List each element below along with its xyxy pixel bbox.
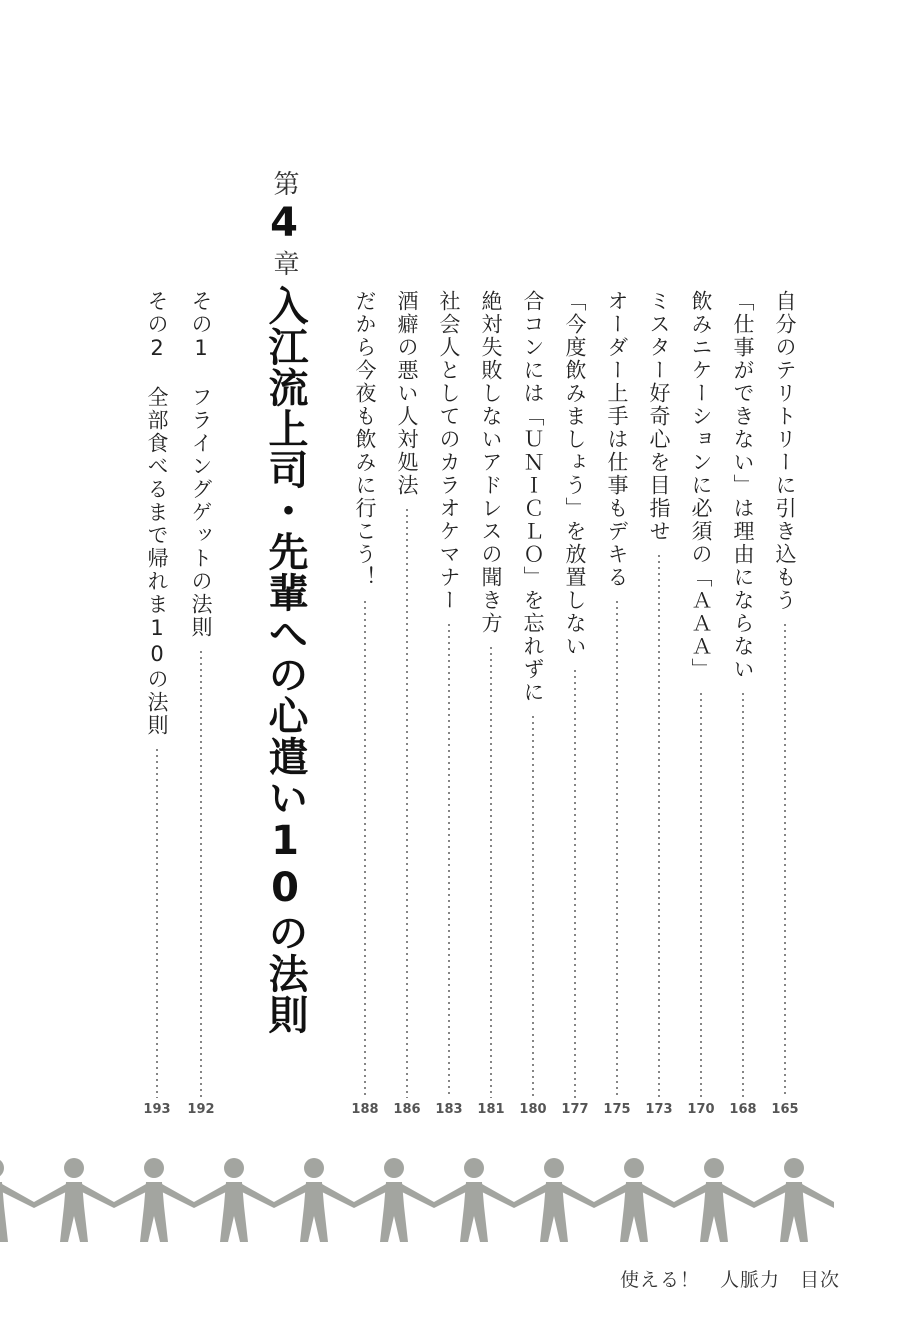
toc-entry[interactable] [770,290,800,1098]
toc-entry[interactable] [518,290,548,1098]
dotted-leader [406,507,408,1098]
dotted-leader [658,553,660,1098]
toc-page-number[interactable]: 180 [519,1102,547,1117]
dotted-leader [448,622,450,1098]
dotted-leader [574,668,576,1098]
toc-entry[interactable] [644,290,674,1098]
section-number: その2 [145,290,169,362]
toc-entry-title: だから今夜も飲みに行こう！ [353,290,377,589]
chapter-title: 入江流上司・先輩への心遣い10の法則 [262,285,308,1035]
toc-page-number[interactable]: 170 [687,1102,715,1117]
toc-entry-title: オーダー上手は仕事もデキる [605,290,629,589]
toc-entry-title: ミスター好奇心を目指せ [647,290,671,543]
toc-entry[interactable] [602,290,632,1098]
section-title: フライングゲットの法則 [189,386,213,639]
dotted-leader [490,645,492,1098]
toc-entry[interactable] [476,290,506,1098]
toc-page-number[interactable]: 188 [351,1102,379,1117]
toc-entry-title: 絶対失敗しないアドレスの聞き方 [479,290,503,635]
dotted-leader [616,599,618,1098]
dotted-leader [200,649,202,1098]
section-entry[interactable] [142,290,172,1098]
section-number: その1 [189,290,213,362]
toc-entry-title: 「仕事ができない」は理由にならない [731,290,755,681]
people-figures-icon [0,1158,834,1242]
toc-page-number[interactable]: 183 [435,1102,463,1117]
dotted-leader [364,599,366,1098]
chapter-label-pre: 第 [269,170,299,200]
dotted-leader [700,691,702,1098]
toc-page-number[interactable]: 165 [771,1102,799,1117]
toc-entry-title: 自分のテリトリーに引き込もう [773,290,797,612]
section-page-number[interactable]: 193 [143,1102,171,1117]
toc-page-number[interactable]: 177 [561,1102,589,1117]
toc-page-number[interactable]: 173 [645,1102,673,1117]
chapter-label [262,170,306,280]
toc-entry[interactable] [728,290,758,1098]
section-page-number[interactable]: 192 [187,1102,215,1117]
chapter-label-post: 章 [269,250,299,280]
dotted-leader [532,714,534,1098]
toc-page-number[interactable]: 175 [603,1102,631,1117]
toc-entry[interactable] [350,290,380,1098]
toc-entry-title: 社会人としてのカラオケマナー [437,290,461,612]
toc-entry-title: 酒癖の悪い人対処法 [395,290,419,497]
toc-page-number[interactable]: 168 [729,1102,757,1117]
section-entry[interactable] [186,290,216,1098]
dotted-leader [784,622,786,1098]
dotted-leader [156,747,158,1098]
toc-entry[interactable] [560,290,590,1098]
toc-page-number[interactable]: 186 [393,1102,421,1117]
toc-entry-title: 飲みニケーションに必須の「ＡＡＡ」 [689,290,713,681]
toc-entry-title: 合コンには「ＵＮＩＣＬＯ」を忘れずに [521,290,545,704]
section-title: 全部食べるまで帰れま10の法則 [145,386,169,737]
people-chain-decoration [0,1158,900,1248]
toc-entry[interactable] [392,290,422,1098]
toc-entry-title: 「今度飲みましょう」を放置しない [563,290,587,658]
chapter-number: 4 [261,200,307,250]
toc-page-number[interactable]: 181 [477,1102,505,1117]
toc-entry[interactable] [686,290,716,1098]
dotted-leader [742,691,744,1098]
running-footer: 使える！ 人脈力 目次 [619,1269,840,1291]
toc-entry[interactable] [434,290,464,1098]
